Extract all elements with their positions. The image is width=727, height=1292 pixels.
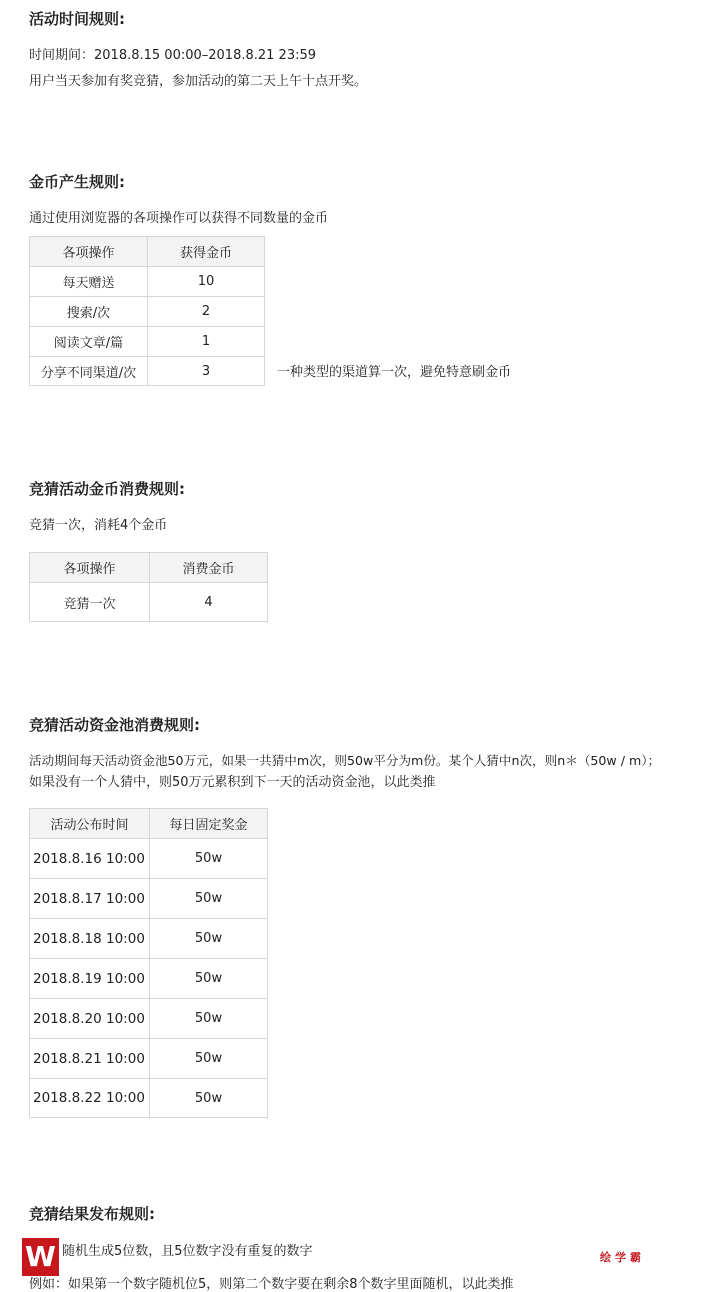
table-cell: 每天赠送 [30, 267, 148, 297]
table-header-row [30, 553, 268, 583]
table-cell: 3 [148, 357, 265, 386]
section-title-time-rules: 活动时间规则: [29, 10, 125, 28]
table-cell: 4 [150, 583, 268, 622]
table-row [30, 839, 268, 879]
table-cell: 分享不同渠道/次 [30, 357, 148, 386]
table-cell: 阅读文章/篇 [30, 327, 148, 357]
table-cell: 2018.8.22 10:00 [30, 1079, 150, 1118]
table-cell: 50w [150, 919, 268, 959]
table-cell: 50w [150, 1079, 268, 1118]
table-header-cell: 活动公布时间 [30, 809, 150, 839]
table-cell: 2018.8.20 10:00 [30, 999, 150, 1039]
coin-spending-table [29, 552, 268, 622]
table-cell: 搜索/次 [30, 297, 148, 327]
table-cell: 50w [150, 839, 268, 879]
coin-earning-table [29, 236, 265, 386]
table-cell: 50w [150, 959, 268, 999]
table-row [30, 583, 268, 622]
watermark-logo-icon: W [22, 1238, 59, 1276]
section-title-prize-pool: 竞猜活动资金池消费规则: [29, 716, 200, 734]
prize-pool-desc-line2: 如果没有一个人猜中，则50万元累积到下一天的活动资金池，以此类推 [29, 775, 436, 790]
coin-earning-desc: 通过使用浏览器的各项操作可以获得不同数量的金币 [29, 211, 329, 226]
table-row [30, 919, 268, 959]
table-cell: 10 [148, 267, 265, 297]
table-cell: 1 [148, 327, 265, 357]
table-row [30, 357, 265, 386]
table-header-cell: 获得金币 [148, 237, 265, 267]
section-title-coin-spending: 竞猜活动金币消费规则: [29, 480, 185, 498]
table-row [30, 999, 268, 1039]
table-header-cell: 各项操作 [30, 237, 148, 267]
draw-time-desc: 用户当天参加有奖竞猜，参加活动的第二天上午十点开奖。 [29, 74, 368, 89]
prize-schedule-table [29, 808, 268, 1118]
table-row [30, 959, 268, 999]
watermark-brand: 绘学霸 [600, 1251, 645, 1264]
coin-spending-desc: 竞猜一次，消耗4个金币 [29, 518, 168, 533]
share-channel-note: 一种类型的渠道算一次，避免特意刷金币 [277, 365, 512, 380]
table-cell: 50w [150, 999, 268, 1039]
table-row [30, 1039, 268, 1079]
table-cell: 2018.8.21 10:00 [30, 1039, 150, 1079]
table-header-cell: 每日固定奖金 [150, 809, 268, 839]
table-header-row [30, 809, 268, 839]
table-cell: 2018.8.17 10:00 [30, 879, 150, 919]
section-title-coin-earning: 金币产生规则: [29, 173, 125, 191]
table-cell: 竞猜一次 [30, 583, 150, 622]
table-cell: 2 [148, 297, 265, 327]
table-header-row [30, 237, 265, 267]
table-row [30, 1079, 268, 1118]
table-row [30, 327, 265, 357]
table-cell: 2018.8.19 10:00 [30, 959, 150, 999]
result-rule-line1: 随机生成5位数，且5位数字没有重复的数字 [62, 1244, 313, 1259]
section-title-result-rules: 竞猜结果发布规则: [29, 1205, 155, 1223]
table-row [30, 297, 265, 327]
table-cell: 2018.8.16 10:00 [30, 839, 150, 879]
table-cell: 50w [150, 1039, 268, 1079]
table-row [30, 267, 265, 297]
table-row [30, 879, 268, 919]
result-rule-line2: 例如：如果第一个数字随机位5，则第二个数字要在剩余8个数字里面随机，以此类推 [29, 1277, 514, 1292]
table-cell: 2018.8.18 10:00 [30, 919, 150, 959]
prize-pool-desc-line1: 活动期间每天活动资金池50万元，如果一共猜中m次，则50w平分为m份。某个人猜中n次，则n＊（50w / m）； [29, 753, 661, 768]
table-header-cell: 各项操作 [30, 553, 150, 583]
activity-period: 时间期间：2018.8.15 00:00–2018.8.21 23:59 [29, 48, 317, 63]
table-cell: 50w [150, 879, 268, 919]
table-header-cell: 消费金币 [150, 553, 268, 583]
